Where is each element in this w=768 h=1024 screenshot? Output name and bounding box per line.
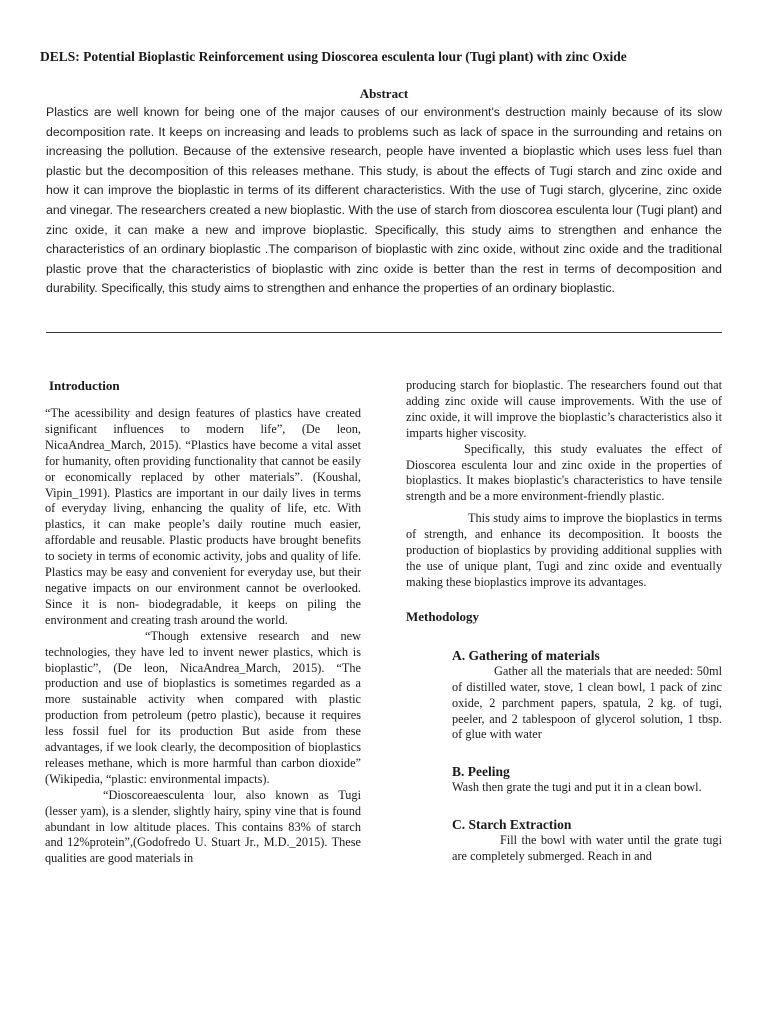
introduction-heading: Introduction	[49, 378, 120, 393]
abstract-text: Plastics are well known for being one of the major causes of our environment's destruction mainly because of its slow decomposition rate. It keeps on increasing and leads to problems such as lack of space in the surrounding and retains on increasing the pollution. Because of the extensive research, people have invented a bioplastic which uses less fuel than plastic but the decomposition of this releases methane. This study, is about the effects of Tugi starch and zinc oxide and how it can improve the bioplastic in terms of its different characteristics. With the use of Tugi starch, glycerine, zinc oxide and vinegar. The researchers created a new bioplastic. With the use of starch from dioscorea esculenta lour (Tugi plant) and zinc oxide, it can make a new and improve bioplastic. Specifically, this study aims to strengthen and enhance the characteristics of an ordinary bioplastic .The comparison of bioplastic with zinc oxide, without zinc oxide and the traditional plastic prove that the characteristics of bioplastic with zinc oxide is better than the rest in terms of decomposition and durability. Specifically, this study aims to strengthen and enhance the properties of an ordinary bioplastic.	[46, 105, 722, 296]
right-column	[406, 378, 722, 865]
methodology-heading: Methodology	[406, 608, 479, 624]
method-a-heading: A. Gathering of materials	[452, 647, 600, 663]
method-b-heading: B. Peeling	[452, 764, 510, 780]
intro-paragraph-5: Specifically, this study evaluates the effect of Dioscorea esculenta lour and zinc oxide in the properties of bioplastics. It makes bioplastic's characteristics to have tensile strength and be a more environment-friendly plastic.	[406, 441, 722, 504]
method-a-text: Gather all the materials that are needed: 50ml of distilled water, stove, 1 clean bowl, 1 pack of zinc oxide, 2 parchment papers, spatula, 2 kg. of tugi, peeler, and 2 tablespoon of glycerol solution, 1 tbsp. of glue with water	[452, 663, 722, 742]
intro-paragraph-1: “The acessibility and design features of plastics have created significant influences to modern life”, (De leon, NicaAndrea_March, 2015). “Plastics have become a vital asset for humanity, often providing functionality that cannot be easily or economically replaced by other materials”. (Koushal, Vipin_1991). Plastics are important in our daily lives in terms of everyday living, enhancing the quality of life, etc. With plastics, it can make people’s daily routine much easier, affordable and reusable. Plastic products have brought benefits to society in terms of economic activity, jobs and quality of life. Plastics may be easy and convenient for everyday use, but their negative impacts on our environment cannot be overlooked. Since it is non- biodegradable, it keeps on piling the environment and creating trash around the world.	[45, 406, 361, 627]
method-section-a	[452, 647, 722, 744]
intro-paragraph-3: “Dioscoreaesculenta lour, also known as Tugi (lesser yam), is a slender, slightly hairy, spiny vine that is found abundant in low altitude places. This contains 83% of starch and 12%protein”,(Godofredo U. Stuart Jr., M.D._2015). These qualities are good materials in	[45, 787, 361, 866]
intro-paragraph-2: “Though extensive research and new technologies, they have led to invent newer plastics, which is bioplastic”, (De leon, NicaAndrea_March, 2015). “The production and use of bioplastics is sometimes regarded as a more sustainable activity when compared with plastic production from petroleum (petro plastic), because it requires less fossil fuel for its production But aside from these advantages, if we look clearly, the decomposition of bioplastics releases methane, which is more harmful than carbon dioxide” (Wikipedia, “plastic: environmental impacts).	[45, 628, 361, 786]
abstract-heading: Abstract	[359, 86, 409, 101]
method-c-heading: C. Starch Extraction	[452, 817, 572, 833]
method-section-b	[452, 763, 722, 796]
left-column	[45, 378, 361, 867]
paper-title: DELS: Potential Bioplastic Reinforcement using Dioscorea esculenta lour (Tugi plant) with zinc Oxide	[40, 49, 627, 64]
intro-paragraph-4: producing starch for bioplastic. The researchers found out that adding zinc oxide will cause improvements. With the use of zinc oxide, it will improve the bioplastic’s characteristics also it imparts higher viscosity.	[406, 378, 722, 440]
method-section-c	[452, 816, 722, 865]
intro-paragraph-6: This study aims to improve the bioplastics in terms of strength, and enhance its decomposition. It boosts the production of bioplastics by providing additional supplies with the use of unique plant, Tugi and zinc oxide and eventually making these bioplastics improve its advantages.	[406, 511, 722, 589]
method-b-text: Wash then grate the tugi and put it in a clean bowl.	[452, 780, 702, 795]
section-divider	[46, 332, 722, 333]
method-c-text: Fill the bowl with water until the grate tugi are completely submerged. Reach in and	[452, 833, 722, 864]
